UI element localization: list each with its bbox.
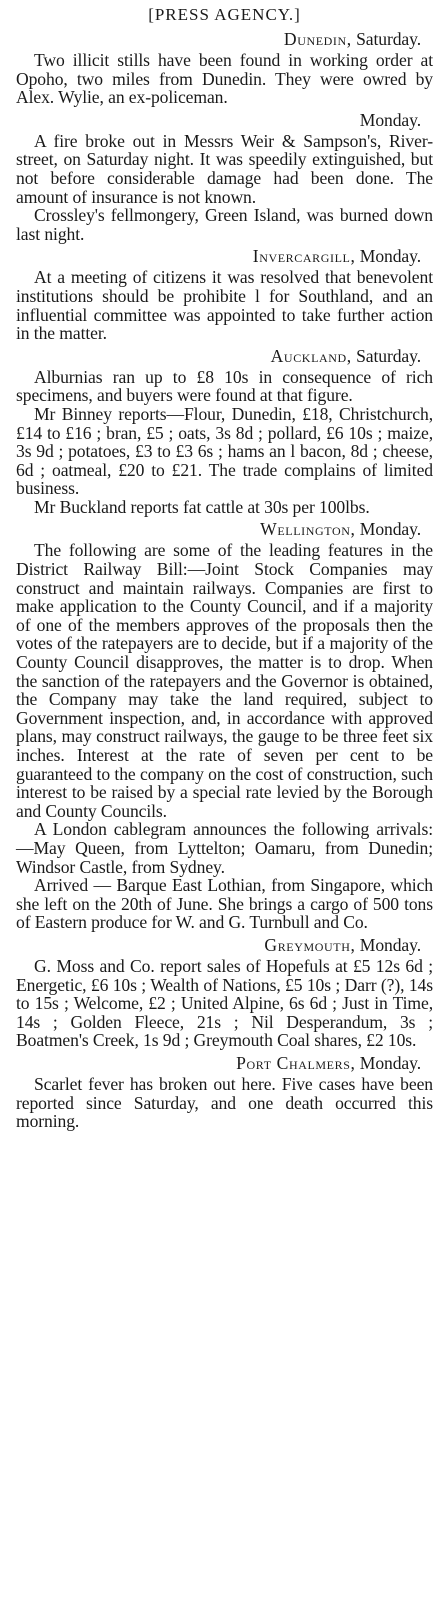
dateline-place: Invercargill,: [252, 246, 356, 267]
dateline-day: Monday.: [355, 246, 421, 267]
news-paragraph: G. Moss and Co. report sales of Hopefuls at £5 12s 6d ; Energetic, £6 10s ; Wealth of Nations, £5 10s ; Darr (?), 14s to 15s ; Welcome, £2 ; United Alpine, 6s 6d ; Just in Time, 14s ; Golden Fleece, 21s ; Nil Desperandum, 3s ; Boatmen's Creek, 1s 9d ; Greymouth Coal shares, £2 10s.: [16, 955, 433, 1051]
dateline-place: Wellington,: [260, 519, 356, 540]
news-paragraph: Two illicit stills have been found in working order at Opoho, two miles from Dunedin. They were owred by Alex. Wylie, an ex-policeman.: [16, 50, 433, 108]
news-section-dunedin-monday: [16, 111, 433, 244]
dateline-day: Monday.: [355, 934, 421, 955]
news-section-dunedin-saturday: [16, 30, 433, 107]
news-section-port-chalmers: [16, 1054, 433, 1131]
dateline: [16, 347, 433, 366]
dateline-place: Auckland,: [270, 345, 352, 366]
dateline-day: Saturday.: [351, 345, 421, 366]
news-paragraph: Arrived — Barque East Lothian, from Singapore, which she left on the 20th of June. She brings a cargo of 500 tons of Eastern produce for W. and G. Turnbull and Co.: [16, 875, 433, 933]
news-paragraph: Crossley's fellmongery, Green Island, was burned down last night.: [16, 205, 433, 244]
news-paragraph: Mr Binney reports—Flour, Dunedin, £18, Christchurch, £14 to £16 ; bran, £5 ; oats, 3s 8d ; pollard, £6 10s ; maize, 3s 9d ; potatoes, £3 to £3 6s ; hams an l bacon, 8d ; cheese, 6d ; oatmeal, £20 to £21. The trade complains of limited business.: [16, 403, 433, 499]
dateline-day: Monday.: [355, 1052, 421, 1073]
news-paragraph: At a meeting of citizens it was resolved that benevolent institutions should be prohibite l for Southland, and an influential committee was appointed to take further action in the matter.: [16, 267, 433, 344]
news-paragraph: Alburnias ran up to £8 10s in consequence of rich specimens, and buyers were found at that figure.: [16, 366, 433, 406]
news-section-greymouth: [16, 936, 433, 1050]
dateline-place: Greymouth,: [264, 934, 356, 955]
dateline: [16, 30, 433, 49]
news-section-auckland: [16, 347, 433, 517]
news-section-wellington: [16, 520, 433, 931]
news-paragraph: A fire broke out in Messrs Weir & Sampson's, River-street, on Saturday night. It was speedily extinguished, but not before considerable damage had been done. The amount of insurance is not known.: [16, 130, 433, 207]
news-paragraph: Mr Buckland reports fat cattle at 30s per 100lbs.: [34, 496, 370, 517]
dateline-place: Port Chalmers,: [236, 1052, 356, 1073]
news-paragraph: Scarlet fever has broken out here. Five cases have been reported since Saturday, and one death occurred this morning.: [16, 1073, 433, 1132]
dateline-place: Dunedin,: [283, 29, 352, 49]
dateline: [16, 247, 433, 266]
dateline-day: Monday.: [355, 519, 421, 540]
dateline-day: Monday.: [359, 109, 421, 130]
dateline-day: Saturday.: [351, 29, 421, 49]
news-paragraph: The following are some of the leading features in the District Railway Bill:—Joint Stock Companies may construct and maintain railways. Companies are first to make application to the County Council, and if a majority of one of the members approves of the proposals then the votes of the ratepayers are to decide, but if a majority of the County Council disapproves, the matter is to drop. When the sanction of the ratepayers and the Governor is obtained, the Company may take the land required, subject to Government inspection, and, in accordance with approved plans, may construct railways, the gauge to be three feet six inches. Interest at the rate of seven per cent to be guaranteed to the company on the cost of construction, such interest to be raised by a special rate levied by the Borough and County Councils.: [16, 540, 433, 821]
dateline: [16, 520, 433, 539]
dateline: [16, 936, 433, 955]
news-section-invercargill: [16, 247, 433, 342]
dateline: [16, 1054, 433, 1073]
press-agency-header: [PRESS AGENCY.]: [148, 5, 301, 24]
dateline: [16, 111, 433, 130]
news-paragraph: A London cablegram announces the following arrivals:—May Queen, from Lyttelton; Oamaru, from Dunedin; Windsor Castle, from Sydney.: [16, 819, 433, 877]
